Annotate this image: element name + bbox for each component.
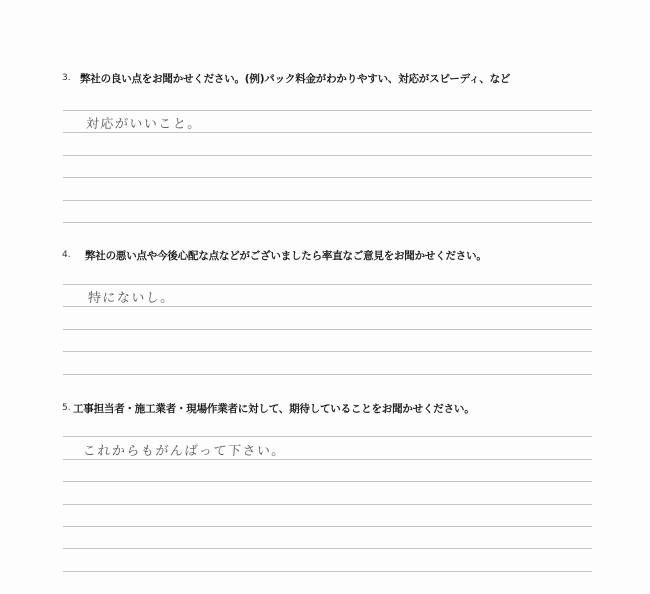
answer-line [63, 177, 592, 178]
question-4-answer: 特にないし。 [87, 291, 176, 306]
answer-line [63, 329, 592, 330]
question-4-text: 弊社の悪い点や今後心配な点などがございましたら率直なご意見をお聞かせください。 [85, 250, 487, 262]
answer-line [63, 548, 592, 549]
answer-line [63, 222, 592, 223]
answer-line [63, 155, 592, 156]
answer-line [63, 284, 592, 285]
question-3-answer: 対応がいいこと。 [85, 117, 203, 132]
answer-line [63, 306, 592, 307]
question-3-text: 弊社の良い点をお聞かせください。(例)パック料金がわかりやすい、対応がスピーディ、など [80, 73, 511, 85]
question-5-text: 工事担当者・施工業者・現場作業者に対して、期待していることをお聞かせください。 [73, 403, 475, 415]
question-3-number: 3. [62, 73, 71, 83]
answer-line [63, 526, 592, 527]
answer-line [63, 436, 592, 437]
answer-line [63, 504, 592, 505]
answer-line [63, 351, 592, 352]
question-4-number: 4. [62, 250, 71, 260]
answer-line [63, 374, 592, 375]
answer-line [63, 110, 592, 111]
answer-line [63, 481, 592, 482]
answer-line [63, 200, 592, 201]
answer-line [63, 459, 592, 460]
question-5-answer: これからもがんばって下さい。 [82, 444, 287, 459]
answer-line [63, 132, 592, 133]
question-5-number: 5. [62, 403, 71, 413]
answer-line [63, 571, 592, 572]
